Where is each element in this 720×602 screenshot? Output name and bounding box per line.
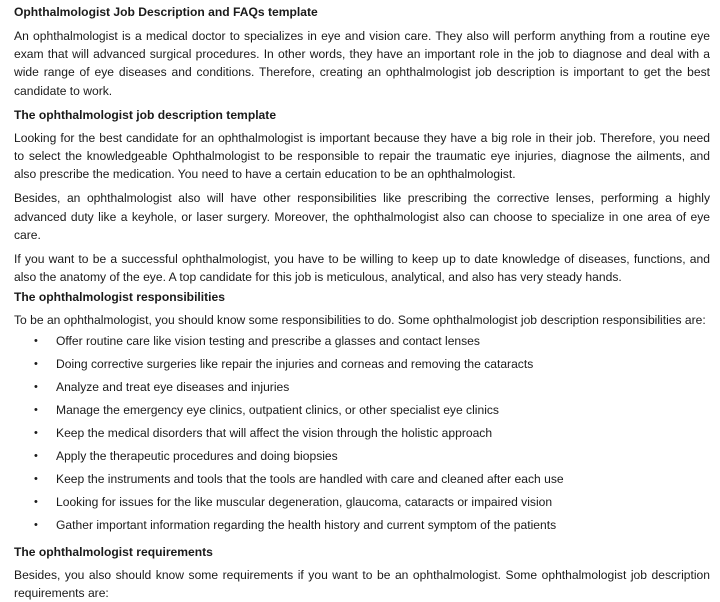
responsibilities-intro: To be an ophthalmologist, you should know some responsibilities to do. Some ophthalmologist job description responsibilities are: bbox=[14, 313, 706, 328]
responsibilities-heading: The ophthalmologist responsibilities bbox=[14, 290, 225, 305]
list-item bbox=[14, 447, 710, 470]
bullet-icon: • bbox=[34, 334, 38, 347]
list-item-text: Doing corrective surgeries like repair the injuries and corneas and removing the cataracts bbox=[56, 356, 534, 371]
list-item-text: Keep the instruments and tools that the tools are handled with care and cleaned after each use bbox=[56, 471, 564, 486]
template-paragraph: If you want to be a successful ophthalmologist, you have to be willing to keep up to date knowledge of diseases, functions, and also the anatomy of the eye. A top candidate for this job is meticulous, analytical, and also has very steady hands. bbox=[14, 252, 710, 285]
list-item-text: Offer routine care like vision testing and prescribe a glasses and contact lenses bbox=[56, 333, 480, 348]
bullet-icon: • bbox=[34, 472, 38, 485]
list-item-text: Gather important information regarding the health history and current symptom of the patients bbox=[56, 517, 557, 532]
list-item bbox=[14, 401, 710, 424]
template-paragraph: Looking for the best candidate for an ophthalmologist is important because they have a big role in their job. Therefore, you need to select the knowledgeable Ophthalmologist to be responsible to repair the traumatic eye injuries, diagnose the ailments, and also prescribe the medication. You need to have a certain education to be an ophthalmologist. bbox=[14, 130, 710, 182]
bullet-icon: • bbox=[34, 380, 38, 393]
list-item-text: Looking for issues for the like muscular degeneration, glaucoma, cataracts or impaired vision bbox=[56, 494, 553, 509]
list-item bbox=[14, 332, 710, 355]
list-item-text: Keep the medical disorders that will affect the vision through the holistic approach bbox=[56, 425, 493, 440]
list-item bbox=[14, 470, 710, 493]
list-item-text: Analyze and treat eye diseases and injuries bbox=[56, 379, 290, 394]
bullet-icon: • bbox=[34, 403, 38, 416]
list-item-text: Manage the emergency eye clinics, outpatient clinics, or other specialist eye clinics bbox=[56, 402, 499, 417]
requirements-heading: The ophthalmologist requirements bbox=[14, 544, 213, 559]
list-item bbox=[14, 355, 710, 378]
list-item bbox=[14, 516, 710, 539]
list-item bbox=[14, 378, 710, 401]
intro-paragraph: An ophthalmologist is a medical doctor to specializes in eye and vision care. They also will perform anything from a routine eye exam that will advanced surgical procedures. In other words, they have an important role in the job to diagnose and deal with a wide range of eye diseases and conditions. Therefore, creating an ophthalmologist job description is important to get the best candidate to work. bbox=[14, 29, 710, 98]
requirements-intro: Besides, you also should know some requirements if you want to be an ophthalmologist. Some ophthalmologist job description requirements are: bbox=[14, 567, 710, 600]
document-title: Ophthalmologist Job Description and FAQs template bbox=[14, 5, 318, 19]
template-paragraph: Besides, an ophthalmologist also will have other responsibilities like prescribing the corrective lenses, performing a highly advanced duty like a keyhole, or laser surgery. Moreover, the ophthalmologist also can choose to specialize in one area of eye care. bbox=[14, 191, 710, 242]
bullet-icon: • bbox=[34, 495, 38, 508]
bullet-icon: • bbox=[34, 518, 38, 531]
bullet-icon: • bbox=[34, 357, 38, 370]
list-item-text: Apply the therapeutic procedures and doing biopsies bbox=[56, 448, 338, 463]
responsibilities-list bbox=[14, 332, 710, 539]
list-item bbox=[14, 493, 710, 516]
template-section-heading: The ophthalmologist job description template bbox=[14, 107, 277, 122]
list-item bbox=[14, 424, 710, 447]
bullet-icon: • bbox=[34, 449, 38, 462]
bullet-icon: • bbox=[34, 426, 38, 439]
